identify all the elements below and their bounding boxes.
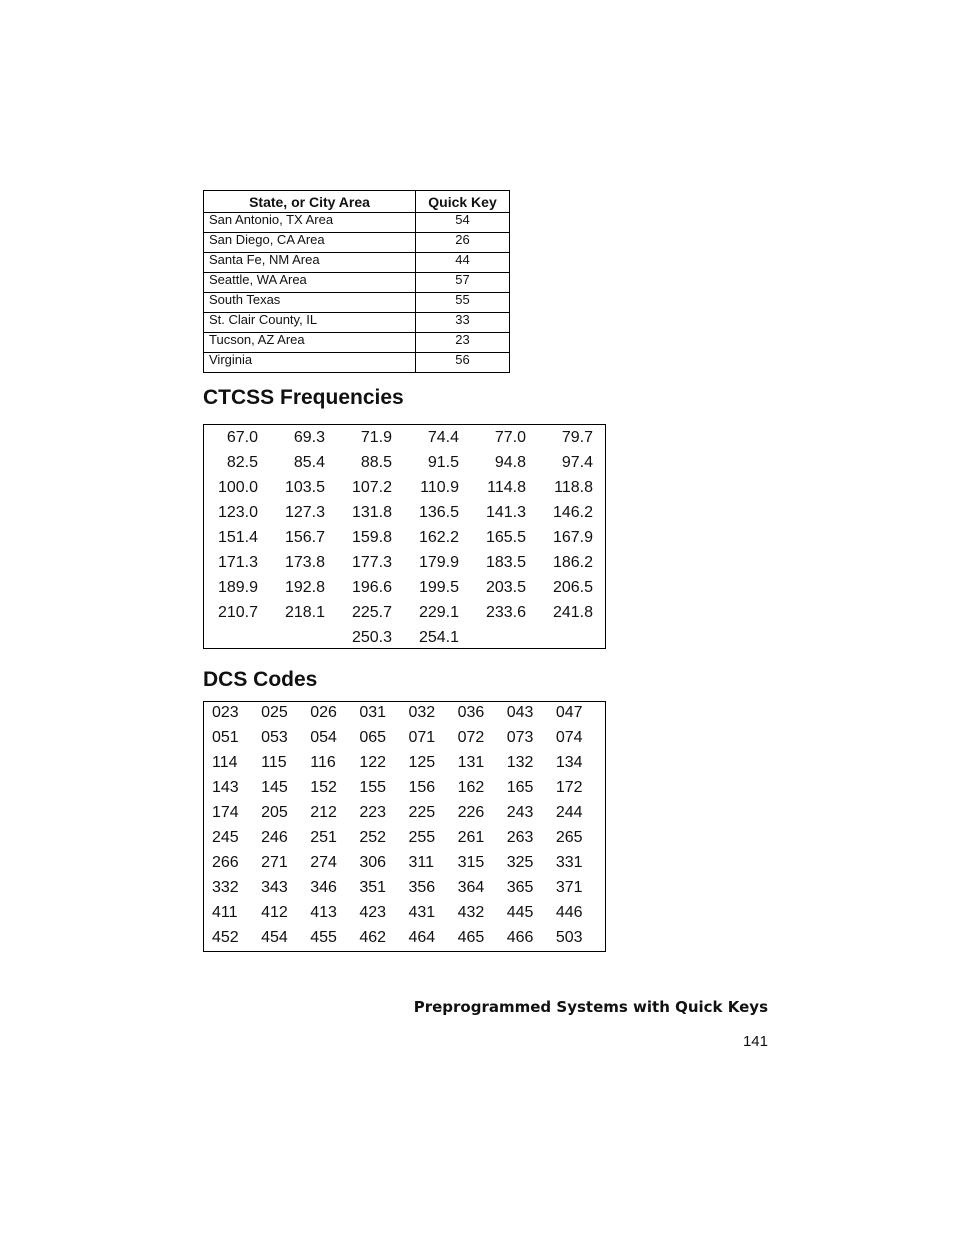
dcs-code-cell: 265 — [555, 828, 583, 846]
ctcss-value-cell: 110.9 — [420, 478, 459, 496]
area-cell: Santa Fe, NM Area — [204, 253, 416, 273]
dcs-code-cell: 331 — [555, 853, 583, 871]
table-row — [208, 600, 593, 625]
dcs-code-cell: 047 — [555, 703, 583, 721]
dcs-code-cell: 162 — [457, 778, 485, 796]
dcs-code-cell: 226 — [457, 803, 485, 821]
ctcss-value-cell: 254.1 — [418, 628, 459, 646]
dcs-code-cell: 423 — [359, 903, 387, 921]
area-cell: South Texas — [204, 293, 416, 313]
ctcss-value-cell: 107.2 — [351, 478, 392, 496]
table-row — [204, 233, 510, 253]
ctcss-value-cell — [258, 625, 325, 650]
dcs-code-cell: 134 — [555, 753, 583, 771]
dcs-code-cell: 365 — [506, 878, 534, 896]
dcs-code-cell: 073 — [506, 728, 534, 746]
ctcss-value-cell: 183.5 — [485, 553, 526, 571]
dcs-code-cell: 465 — [457, 928, 485, 946]
dcs-code-cell: 223 — [359, 803, 387, 821]
ctcss-value-cell: 250.3 — [351, 628, 392, 646]
dcs-code-cell: 152 — [310, 778, 337, 796]
ctcss-value-cell: 162.2 — [418, 528, 459, 546]
table-row — [212, 925, 605, 950]
dcs-code-cell: 026 — [310, 703, 337, 721]
table-row — [212, 875, 605, 900]
dcs-code-cell: 311 — [408, 853, 435, 871]
ctcss-value-cell: 146.2 — [552, 503, 593, 521]
ctcss-value-cell: 159.8 — [351, 528, 392, 546]
dcs-code-cell: 071 — [408, 728, 436, 746]
ctcss-value-cell: 167.9 — [552, 528, 593, 546]
table-row — [208, 525, 593, 550]
table-row — [204, 313, 510, 333]
ctcss-value-cell: 186.2 — [552, 553, 593, 571]
ctcss-value-cell: 69.3 — [293, 428, 325, 446]
table-row — [212, 725, 605, 750]
dcs-code-table — [212, 700, 605, 950]
dcs-code-cell: 252 — [359, 828, 387, 846]
dcs-code-cell: 466 — [506, 928, 534, 946]
dcs-code-cell: 413 — [310, 903, 337, 921]
area-cell: Virginia — [204, 353, 416, 373]
dcs-code-cell: 263 — [506, 828, 534, 846]
ctcss-frequency-box — [203, 424, 606, 649]
dcs-code-cell: 131 — [457, 753, 485, 771]
dcs-code-cell: 032 — [408, 703, 436, 721]
ctcss-value-cell: 88.5 — [360, 453, 392, 471]
dcs-code-cell: 036 — [457, 703, 485, 721]
area-cell: San Antonio, TX Area — [204, 213, 416, 233]
table-row — [208, 575, 593, 600]
area-cell: St. Clair County, IL — [204, 313, 416, 333]
quick-key-table — [203, 190, 510, 373]
dcs-code-cell: 274 — [310, 853, 337, 871]
area-cell: San Diego, CA Area — [204, 233, 416, 253]
dcs-code-cell: 244 — [555, 803, 583, 821]
ctcss-value-cell: 225.7 — [351, 603, 392, 621]
dcs-code-cell: 503 — [555, 928, 583, 946]
dcs-code-cell: 043 — [506, 703, 534, 721]
ctcss-value-cell: 71.9 — [360, 428, 392, 446]
dcs-code-cell: 455 — [310, 928, 337, 946]
ctcss-value-cell: 241.8 — [552, 603, 593, 621]
table-row — [208, 425, 593, 450]
dcs-code-cell: 205 — [261, 803, 288, 821]
ctcss-value-cell: 85.4 — [293, 453, 325, 471]
table-row — [212, 800, 605, 825]
dcs-code-cell: 225 — [408, 803, 436, 821]
ctcss-value-cell: 114.8 — [487, 478, 526, 496]
ctcss-value-cell: 100.0 — [217, 478, 258, 496]
dcs-code-cell: 031 — [359, 703, 387, 721]
dcs-code-cell: 251 — [310, 828, 337, 846]
dcs-code-cell: 315 — [457, 853, 485, 871]
table-row — [212, 775, 605, 800]
ctcss-value-cell: 210.7 — [217, 603, 258, 621]
table-row — [204, 353, 510, 373]
dcs-code-cell: 212 — [310, 803, 337, 821]
ctcss-value-cell: 177.3 — [351, 553, 392, 571]
table-header-row — [204, 191, 510, 213]
ctcss-value-cell: 74.4 — [427, 428, 459, 446]
table-row — [208, 625, 593, 650]
quick-key-cell: 23 — [416, 333, 510, 353]
table-row — [204, 253, 510, 273]
ctcss-value-cell: 127.3 — [284, 503, 325, 521]
dcs-code-cell: 122 — [359, 753, 387, 771]
ctcss-value-cell: 79.7 — [561, 428, 593, 446]
dcs-code-cell: 143 — [212, 778, 239, 796]
dcs-code-cell: 351 — [359, 878, 387, 896]
dcs-code-cell: 346 — [310, 878, 337, 896]
ctcss-value-cell: 229.1 — [418, 603, 459, 621]
dcs-code-cell: 431 — [408, 903, 436, 921]
dcs-code-cell: 432 — [457, 903, 485, 921]
dcs-code-cell: 245 — [212, 828, 239, 846]
area-cell: Tucson, AZ Area — [204, 333, 416, 353]
dcs-code-cell: 132 — [506, 753, 534, 771]
table-row — [204, 273, 510, 293]
ctcss-value-cell: 136.5 — [418, 503, 459, 521]
area-cell: Seattle, WA Area — [204, 273, 416, 293]
table-row — [204, 293, 510, 313]
dcs-code-cell: 172 — [555, 778, 583, 796]
table-row — [204, 333, 510, 353]
table-row — [212, 900, 605, 925]
dcs-code-cell: 114 — [212, 753, 238, 771]
dcs-code-cell: 462 — [359, 928, 387, 946]
ctcss-value-cell: 165.5 — [485, 528, 526, 546]
dcs-code-cell: 411 — [212, 903, 238, 921]
table-row — [212, 750, 605, 775]
dcs-code-cell: 246 — [261, 828, 288, 846]
dcs-code-cell: 271 — [261, 853, 288, 871]
dcs-code-cell: 343 — [261, 878, 288, 896]
table-row — [204, 213, 510, 233]
dcs-code-cell: 255 — [408, 828, 436, 846]
ctcss-value-cell: 123.0 — [217, 503, 258, 521]
ctcss-value-cell: 196.6 — [351, 578, 392, 596]
ctcss-frequency-table — [208, 425, 593, 650]
dcs-code-box — [203, 701, 606, 952]
ctcss-value-cell: 118.8 — [554, 478, 593, 496]
ctcss-value-cell: 171.3 — [217, 553, 258, 571]
ctcss-value-cell: 203.5 — [485, 578, 526, 596]
ctcss-value-cell: 206.5 — [552, 578, 593, 596]
quick-key-cell: 55 — [416, 293, 510, 313]
table-row — [208, 475, 593, 500]
table-row — [212, 825, 605, 850]
ctcss-heading: CTCSS Frequencies — [203, 386, 404, 409]
column-header-area: State, or City Area — [204, 191, 416, 213]
table-row — [208, 500, 593, 525]
quick-key-cell: 57 — [416, 273, 510, 293]
dcs-code-cell: 364 — [457, 878, 485, 896]
dcs-code-cell: 054 — [310, 728, 337, 746]
ctcss-value-cell: 179.9 — [418, 553, 459, 571]
dcs-code-cell: 074 — [555, 728, 583, 746]
table-row — [208, 550, 593, 575]
dcs-code-cell: 412 — [261, 903, 288, 921]
quick-key-cell: 44 — [416, 253, 510, 273]
dcs-code-cell: 332 — [212, 878, 239, 896]
footer-section-title: Preprogrammed Systems with Quick Keys — [413, 998, 768, 1016]
column-header-quick-key: Quick Key — [416, 191, 510, 213]
dcs-code-cell: 243 — [506, 803, 534, 821]
dcs-code-cell: 266 — [212, 853, 239, 871]
page-number: 141 — [742, 1033, 768, 1050]
dcs-code-cell: 371 — [555, 878, 583, 896]
dcs-code-cell: 165 — [506, 778, 534, 796]
table-row — [208, 450, 593, 475]
ctcss-value-cell: 218.1 — [284, 603, 325, 621]
quick-key-cell: 54 — [416, 213, 510, 233]
ctcss-value-cell — [526, 625, 593, 650]
quick-key-cell: 56 — [416, 353, 510, 373]
quick-key-cell: 33 — [416, 313, 510, 333]
dcs-code-cell: 464 — [408, 928, 436, 946]
ctcss-value-cell: 94.8 — [494, 453, 526, 471]
dcs-code-cell: 116 — [310, 753, 336, 771]
dcs-code-cell: 155 — [359, 778, 387, 796]
ctcss-value-cell: 173.8 — [284, 553, 325, 571]
ctcss-value-cell: 189.9 — [217, 578, 258, 596]
ctcss-value-cell: 97.4 — [561, 453, 593, 471]
dcs-code-cell: 356 — [408, 878, 436, 896]
dcs-code-cell: 174 — [212, 803, 239, 821]
dcs-code-cell: 325 — [506, 853, 534, 871]
dcs-code-cell: 306 — [359, 853, 387, 871]
table-row — [212, 700, 605, 725]
ctcss-value-cell: 192.8 — [284, 578, 325, 596]
ctcss-value-cell: 233.6 — [485, 603, 526, 621]
ctcss-value-cell: 91.5 — [427, 453, 459, 471]
ctcss-value-cell: 67.0 — [226, 428, 258, 446]
dcs-code-cell: 072 — [457, 728, 485, 746]
ctcss-value-cell: 151.4 — [217, 528, 258, 546]
ctcss-value-cell: 131.8 — [351, 503, 392, 521]
dcs-code-cell: 065 — [359, 728, 387, 746]
dcs-code-cell: 125 — [408, 753, 436, 771]
ctcss-value-cell: 199.5 — [418, 578, 459, 596]
dcs-code-cell: 261 — [457, 828, 485, 846]
dcs-code-cell: 023 — [212, 703, 239, 721]
dcs-code-cell: 145 — [261, 778, 288, 796]
ctcss-value-cell: 77.0 — [494, 428, 526, 446]
ctcss-value-cell: 141.3 — [485, 503, 526, 521]
dcs-code-cell: 445 — [506, 903, 534, 921]
ctcss-value-cell: 103.5 — [284, 478, 325, 496]
ctcss-value-cell — [208, 625, 258, 650]
dcs-code-cell: 053 — [261, 728, 288, 746]
ctcss-value-cell: 156.7 — [284, 528, 325, 546]
dcs-code-cell: 454 — [261, 928, 288, 946]
dcs-code-cell: 025 — [261, 703, 288, 721]
table-row — [212, 850, 605, 875]
dcs-code-cell: 051 — [212, 728, 239, 746]
ctcss-value-cell — [459, 625, 526, 650]
quick-key-cell: 26 — [416, 233, 510, 253]
dcs-code-cell: 115 — [261, 753, 287, 771]
dcs-heading: DCS Codes — [203, 668, 318, 691]
dcs-code-cell: 446 — [555, 903, 583, 921]
ctcss-value-cell: 82.5 — [226, 453, 258, 471]
dcs-code-cell: 156 — [408, 778, 436, 796]
dcs-code-cell: 452 — [212, 928, 239, 946]
